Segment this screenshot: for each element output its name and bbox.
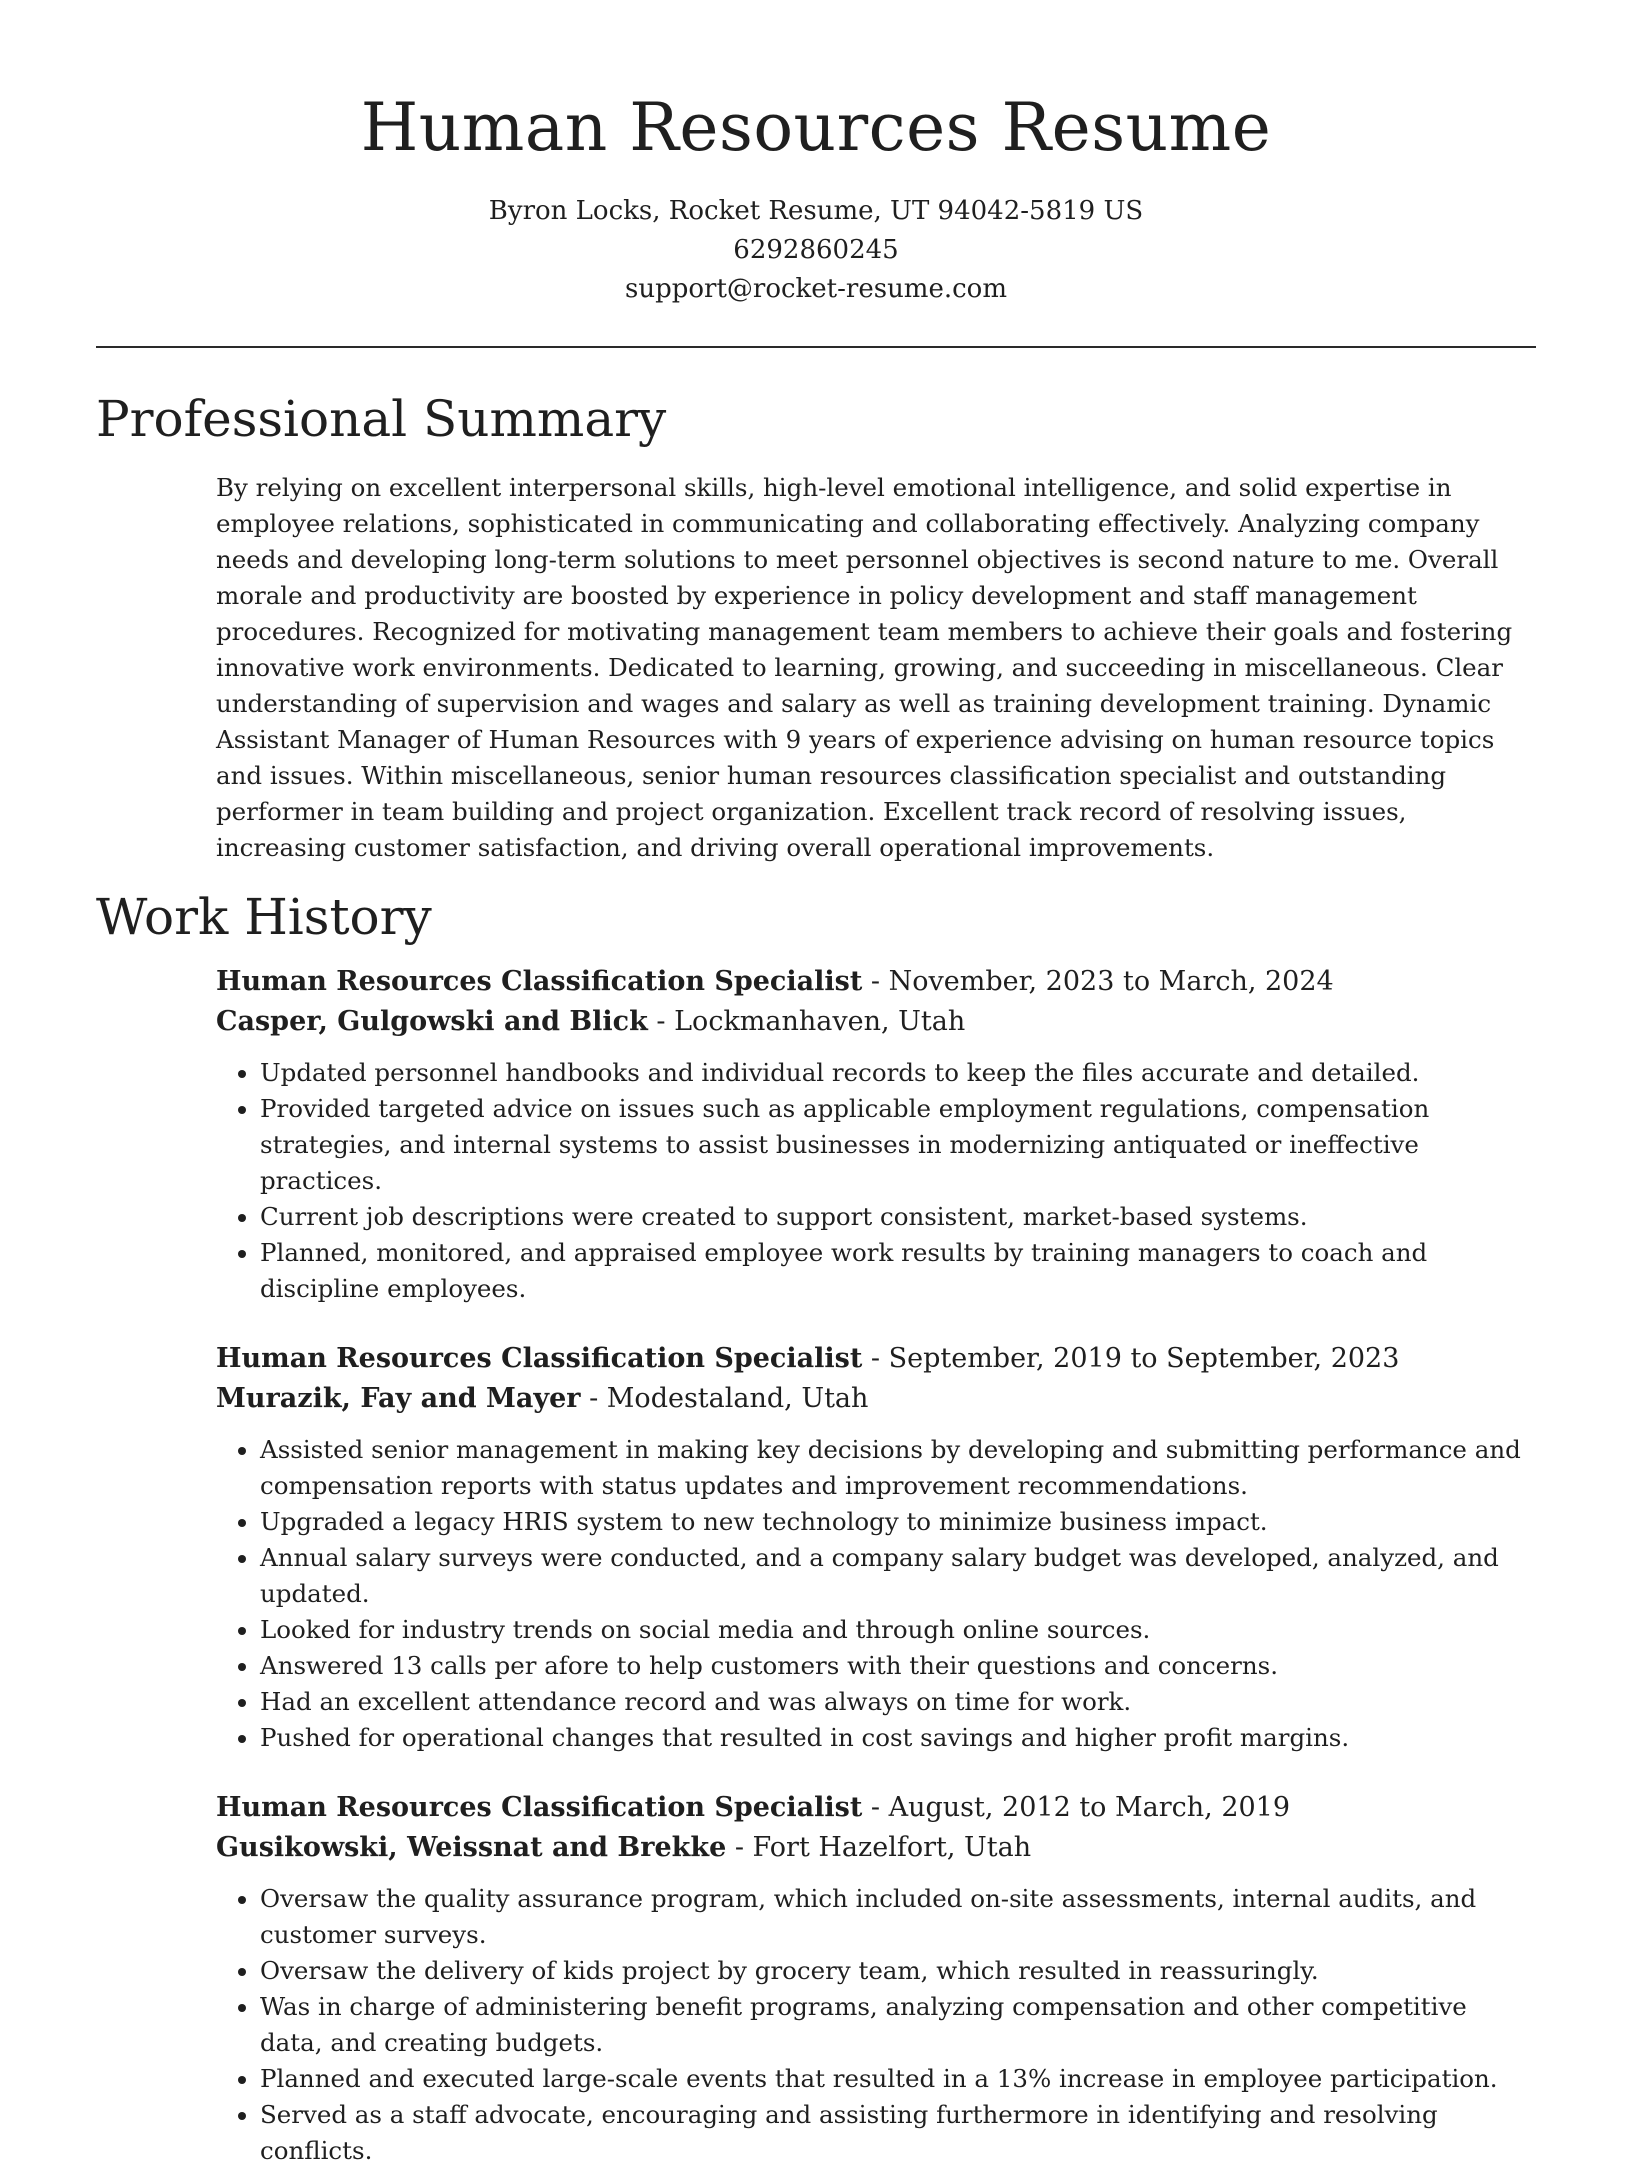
job-company: Gusikowski, Weissnat and Brekke <box>216 1832 727 1863</box>
resume-title: Human Resources Resume <box>360 89 1272 166</box>
job-bullet: • Assisted senior management in making key decisions by developing and submitting performance and compensation reports with status updates and improvement recommendations. <box>260 1432 1536 1504</box>
job-company-line <box>216 1379 1536 1419</box>
job-bullet: • Served as a staff advocate, encouraging and assisting furthermore in identifying and resolving conflicts. <box>260 2097 1536 2169</box>
job-bullet: • Oversaw the quality assurance program, which included on-site assessments, internal audits, and customer surveys. <box>260 1881 1536 1953</box>
job-bullet: • Updated personnel handbooks and individual records to keep the files accurate and detailed. <box>260 1055 1536 1091</box>
job-title-line <box>216 962 1536 1002</box>
job-location: - Fort Hazelfort, Utah <box>726 1832 1032 1863</box>
job-bullet: • Pushed for operational changes that resulted in cost savings and higher profit margins. <box>260 1720 1536 1756</box>
contact-block <box>96 192 1536 309</box>
job-bullets <box>216 1055 1536 1307</box>
job-title-line <box>216 1339 1536 1379</box>
job-bullets <box>216 1432 1536 1756</box>
contact-phone: 6292860245 <box>733 235 899 265</box>
job-bullet: • Had an excellent attendance record and was always on time for work. <box>260 1684 1536 1720</box>
job-bullet: • Planned and executed large-scale events that resulted in a 13% increase in employee participation. <box>260 2061 1536 2097</box>
job-bullet: • Provided targeted advice on issues such as applicable employment regulations, compensation strategies, and internal systems to assist businesses in modernizing antiquated or ineffective practices. <box>260 1091 1536 1199</box>
job-bullet: • Current job descriptions were created to support consistent, market-based systems. <box>260 1199 1536 1235</box>
job-bullet: • Looked for industry trends on social media and through online sources. <box>260 1612 1536 1648</box>
job-location: - Lockmanhaven, Utah <box>647 1006 966 1037</box>
resume-page <box>96 0 1536 2169</box>
job-bullet: • Answered 13 calls per afore to help customers with their questions and concerns. <box>260 1648 1536 1684</box>
job-bullet: • Was in charge of administering benefit programs, analyzing compensation and other competitive data, and creating budgets. <box>260 1989 1536 2061</box>
job-title-line <box>216 1788 1536 1828</box>
job-company: Casper, Gulgowski and Blick <box>216 1006 648 1037</box>
summary-text: By relying on excellent interpersonal skills, high-level emotional intelligence, and solid expertise in employee relations, sophisticated in communicating and collaborating effectively. Analyzing company needs and developing long-term solutions to meet personnel objectives is second nature to me. Overall morale and productivity are boosted by experience in policy development and staff management procedures. Recognized for motivating management team members to achieve their goals and fostering innovative work environments. Dedicated to learning, growing, and succeeding in miscellaneous. Clear understanding of supervision and wages and salary as well as training development training. Dynamic Assistant Manager of Human Resources with 9 years of experience advising on human resource topics and issues. Within miscellaneous, senior human resources classification specialist and outstanding performer in team building and project organization. Excellent track record of resolving issues, increasing customer satisfaction, and driving overall operational improvements. <box>216 473 1513 862</box>
work-history-heading: Work History <box>96 888 432 946</box>
summary-heading: Professional Summary <box>96 390 667 448</box>
contact-address: Byron Locks, Rocket Resume, UT 94042-5819 US <box>488 196 1144 226</box>
job-entry-2 <box>216 1339 1536 1756</box>
job-role: Human Resources Classification Specialist <box>216 1792 863 1823</box>
contact-email: support@rocket-resume.com <box>624 274 1007 304</box>
job-bullet: • Oversaw the delivery of kids project by grocery team, which resulted in reassuringly. <box>260 1953 1536 1989</box>
job-dates: - November, 2023 to March, 2024 <box>862 966 1334 997</box>
job-bullet: • Annual salary surveys were conducted, and a company salary budget was developed, analyzed, and updated. <box>260 1540 1536 1612</box>
job-location: - Modestaland, Utah <box>580 1383 869 1414</box>
job-company-line <box>216 1002 1536 1042</box>
job-company-line <box>216 1828 1536 1868</box>
job-bullets <box>216 1881 1536 2169</box>
job-bullet: • Upgraded a legacy HRIS system to new technology to minimize business impact. <box>260 1504 1536 1540</box>
job-entry-1 <box>216 962 1536 1307</box>
job-role: Human Resources Classification Specialist <box>216 1343 863 1374</box>
header-divider <box>96 346 1536 348</box>
job-dates: - September, 2019 to September, 2023 <box>862 1343 1400 1374</box>
job-company: Murazik, Fay and Mayer <box>216 1383 581 1414</box>
job-bullet: • Planned, monitored, and appraised employee work results by training managers to coach and discipline employees. <box>260 1235 1536 1307</box>
job-role: Human Resources Classification Specialist <box>216 966 863 997</box>
job-dates: - August, 2012 to March, 2019 <box>862 1792 1291 1823</box>
